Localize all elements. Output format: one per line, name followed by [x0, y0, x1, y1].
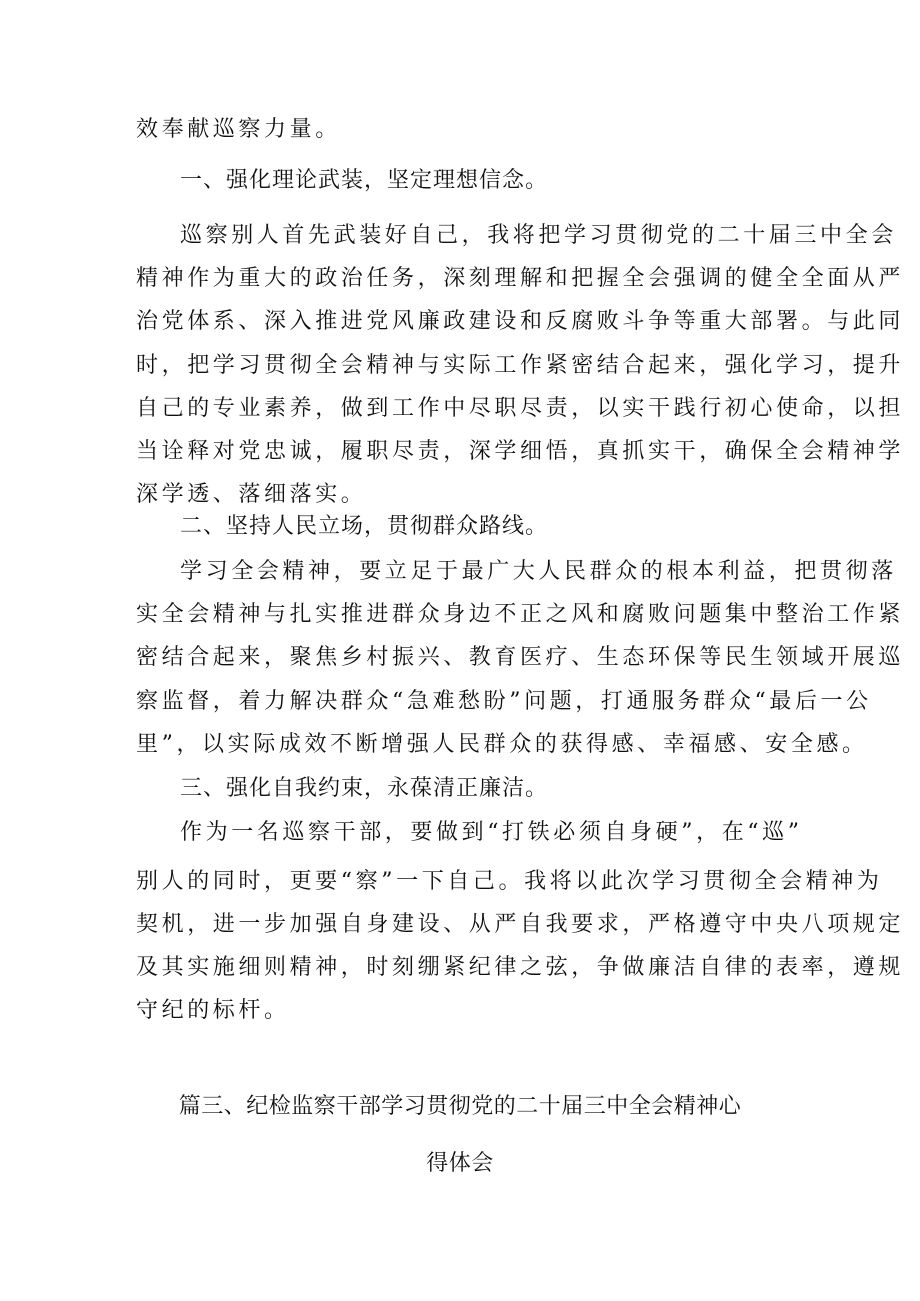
section-heading-3: 三、强化自我约束，永葆清正廉洁。 — [180, 776, 549, 801]
paragraph-line: 自己的专业素养，做到工作中尽职尽责，以实干践行初心使命，以担 — [136, 396, 905, 421]
paragraph-line: 别人的同时，更要“察”一下自己。我将以此次学习贯彻全会精神为 — [136, 869, 883, 894]
paragraph-line: 治党体系、深入推进党风廉政建设和反腐败斗争等重大部署。与此同 — [136, 309, 905, 334]
section-heading-2: 二、坚持人民立场，贯彻群众路线。 — [180, 514, 549, 539]
paragraph-line: 作为一名巡察干部，要做到“打铁必须自身硬”，在“巡” — [180, 820, 803, 845]
paragraph-line: 里”，以实际成效不断增强人民群众的获得感、幸福感、安全感。 — [136, 732, 868, 757]
paragraph-line: 精神作为重大的政治任务，深刻理解和把握全会强调的健全全面从严 — [136, 266, 905, 291]
paragraph-line: 学习全会精神，要立足于最广大人民群众的根本利益，把贯彻落 — [180, 559, 897, 584]
paragraph-line: 实全会精神与扎实推进群众身边不正之风和腐败问题集中整治工作紧 — [136, 602, 905, 627]
paragraph-line: 契机，进一步加强自身建设、从严自我要求，严格遵守中央八项规定 — [136, 912, 905, 937]
paragraph-line: 及其实施细则精神，时刻绷紧纪律之弦，争做廉洁自律的表率，遵规 — [136, 955, 905, 980]
paragraph-line: 深学透、落细落实。 — [136, 482, 367, 507]
paragraph-line: 时，把学习贯彻全会精神与实际工作紧密结合起来，强化学习，提升 — [136, 353, 905, 378]
article-title-line-2: 得体会 — [426, 1151, 494, 1176]
paragraph-line: 察监督，着力解决群众“急难愁盼”问题，打通服务群众“最后一公 — [136, 689, 872, 714]
section-heading-1: 一、强化理论武装，坚定理想信念。 — [180, 168, 549, 193]
paragraph-line: 当诠释对党忠诚，履职尽责，深学细悟，真抓实干，确保全会精神学 — [136, 439, 905, 464]
paragraph-line: 守纪的标杆。 — [136, 998, 290, 1023]
paragraph-line: 效奉献巡察力量。 — [136, 117, 341, 142]
article-title-line-1: 篇三、纪检监察干部学习贯彻党的二十届三中全会精神心 — [178, 1094, 742, 1119]
paragraph-line: 巡察别人首先武装好自己，我将把学习贯彻党的二十届三中全会 — [180, 223, 897, 248]
paragraph-line: 密结合起来，聚焦乡村振兴、教育医疗、生态环保等民生领域开展巡 — [136, 645, 905, 670]
